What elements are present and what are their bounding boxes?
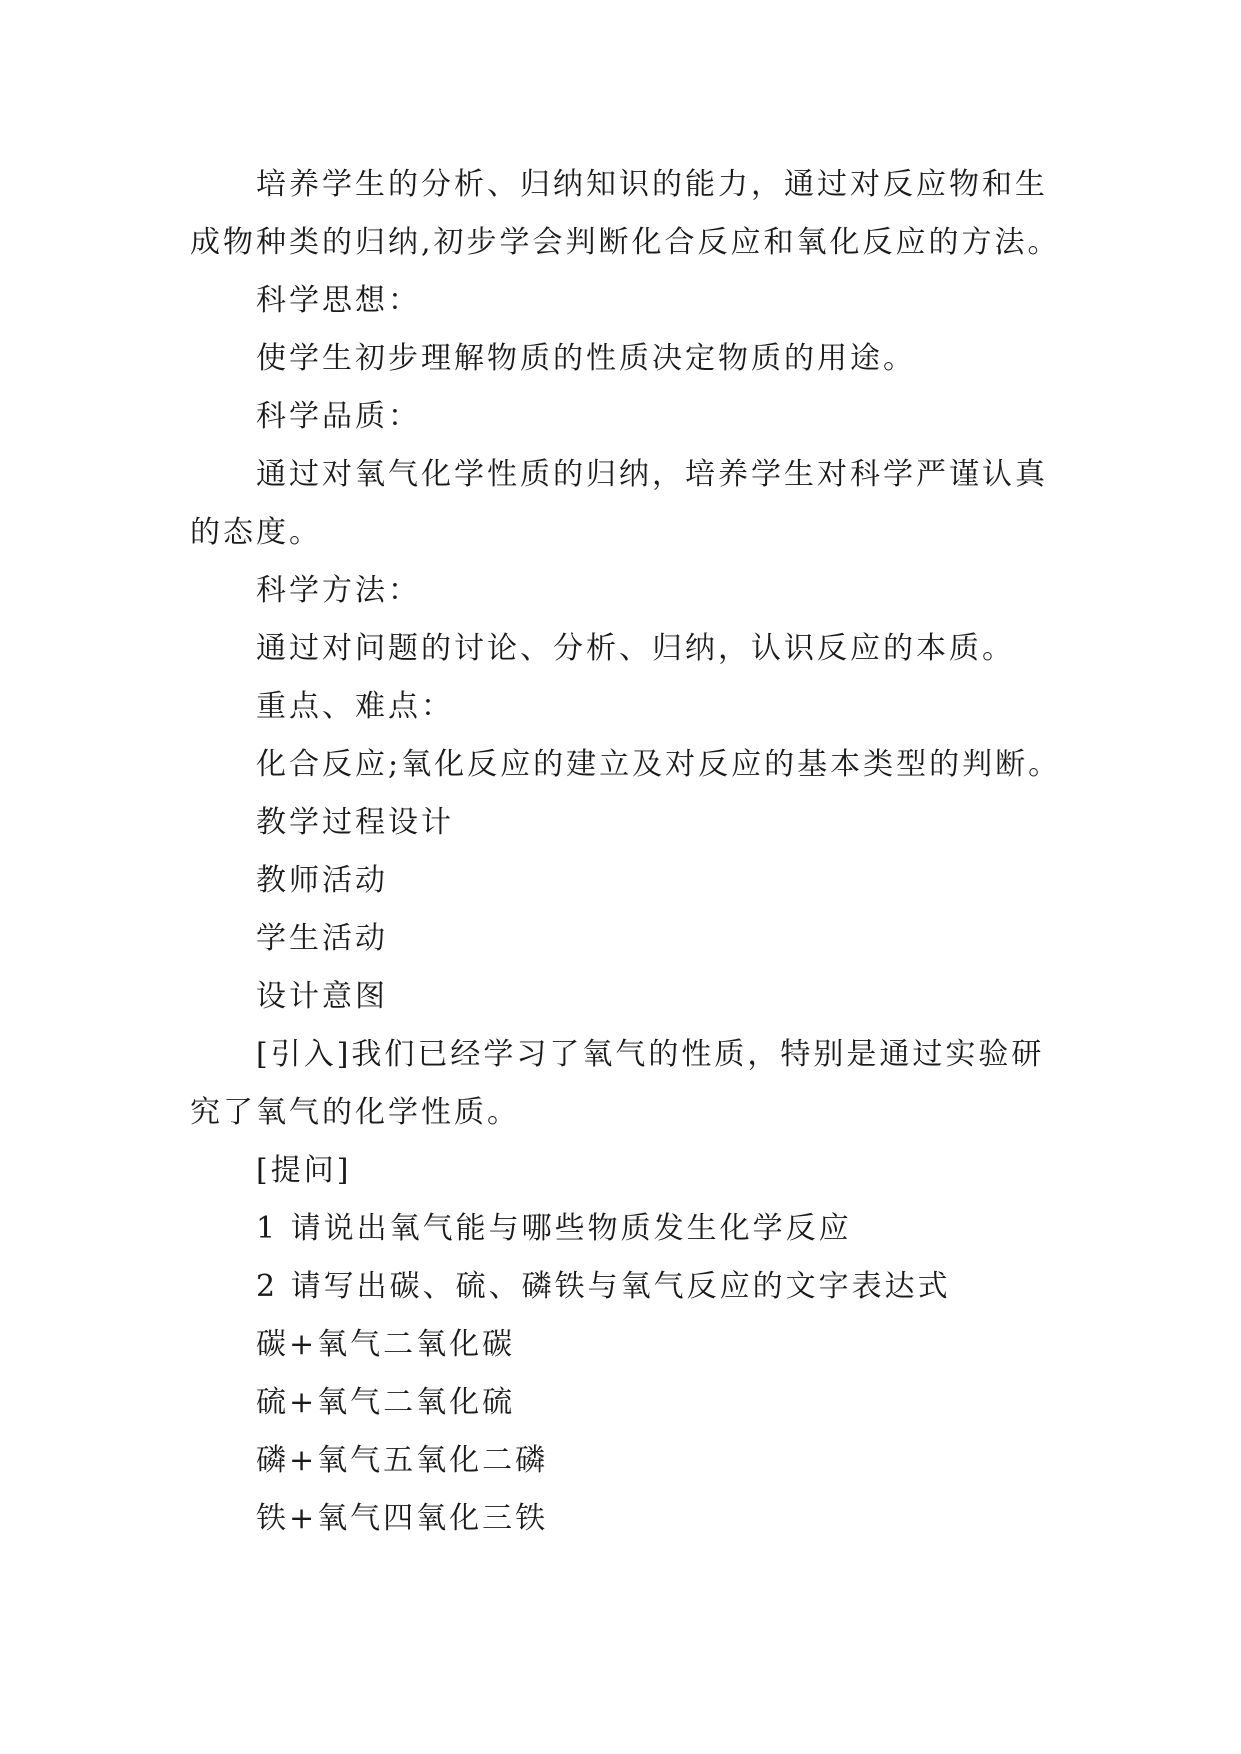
text-line: 通过对氧气化学性质的归纳，培养学生对科学严谨认真 <box>256 457 1048 492</box>
text-line: 究了氧气的化学性质。 <box>190 1095 520 1130</box>
equation-iron <box>190 1490 1090 1548</box>
label-teacher-activity <box>190 852 1090 910</box>
text-line: 的态度。 <box>190 515 322 550</box>
question-item-1 <box>190 1200 1090 1258</box>
text-line: 成物种类的归纳,初步学会判断化合反应和氧化反应的方法。 <box>190 225 1061 260</box>
question-item-2 <box>190 1258 1090 1316</box>
text-line: 培养学生的分析、归纳知识的能力，通过对反应物和生 <box>256 167 1048 202</box>
text-line: 硫+氧气二氧化硫 <box>256 1385 516 1420</box>
paragraph-science-method <box>190 620 1090 678</box>
heading-science-quality <box>190 388 1090 446</box>
text-line: 使学生初步理解物质的性质决定物质的用途。 <box>256 341 916 376</box>
label-design-intent <box>190 968 1090 1026</box>
text-line: 重点、难点： <box>256 689 454 724</box>
equation-carbon <box>190 1316 1090 1374</box>
heading-process-design <box>190 794 1090 852</box>
text-line: 科学思想： <box>256 283 421 318</box>
paragraph-science-quality <box>190 446 1090 562</box>
heading-science-thought <box>190 272 1090 330</box>
text-line: 2 请写出碳、硫、磷铁与氧气反应的文字表达式 <box>256 1269 951 1304</box>
text-line: 教学过程设计 <box>256 805 454 840</box>
text-line: [引入]我们已经学习了氧气的性质，特别是通过实验研 <box>256 1037 1045 1072</box>
equation-phosphorus <box>190 1432 1090 1490</box>
text-line: 科学品质： <box>256 399 421 434</box>
text-line: 磷+氧气五氧化二磷 <box>256 1443 549 1478</box>
heading-science-method <box>190 562 1090 620</box>
text-line: 1 请说出氧气能与哪些物质发生化学反应 <box>256 1211 852 1246</box>
text-line: 学生活动 <box>256 921 388 956</box>
equation-sulfur <box>190 1374 1090 1432</box>
text-line: 设计意图 <box>256 979 388 1014</box>
paragraph-ability <box>190 156 1090 272</box>
label-question <box>190 1142 1090 1200</box>
text-line: 科学方法： <box>256 573 421 608</box>
paragraph-science-thought <box>190 330 1090 388</box>
heading-key-points <box>190 678 1090 736</box>
paragraph-introduction <box>190 1026 1090 1142</box>
text-line: 通过对问题的讨论、分析、归纳，认识反应的本质。 <box>256 631 1015 666</box>
text-line: 碳+氧气二氧化碳 <box>256 1327 516 1362</box>
text-line: 教师活动 <box>256 863 388 898</box>
text-line: 化合反应;氧化反应的建立及对反应的基本类型的判断。 <box>256 747 1062 782</box>
paragraph-key-points <box>190 736 1090 794</box>
label-student-activity <box>190 910 1090 968</box>
text-line: [提问] <box>256 1153 352 1188</box>
text-line: 铁+氧气四氧化三铁 <box>256 1501 549 1536</box>
